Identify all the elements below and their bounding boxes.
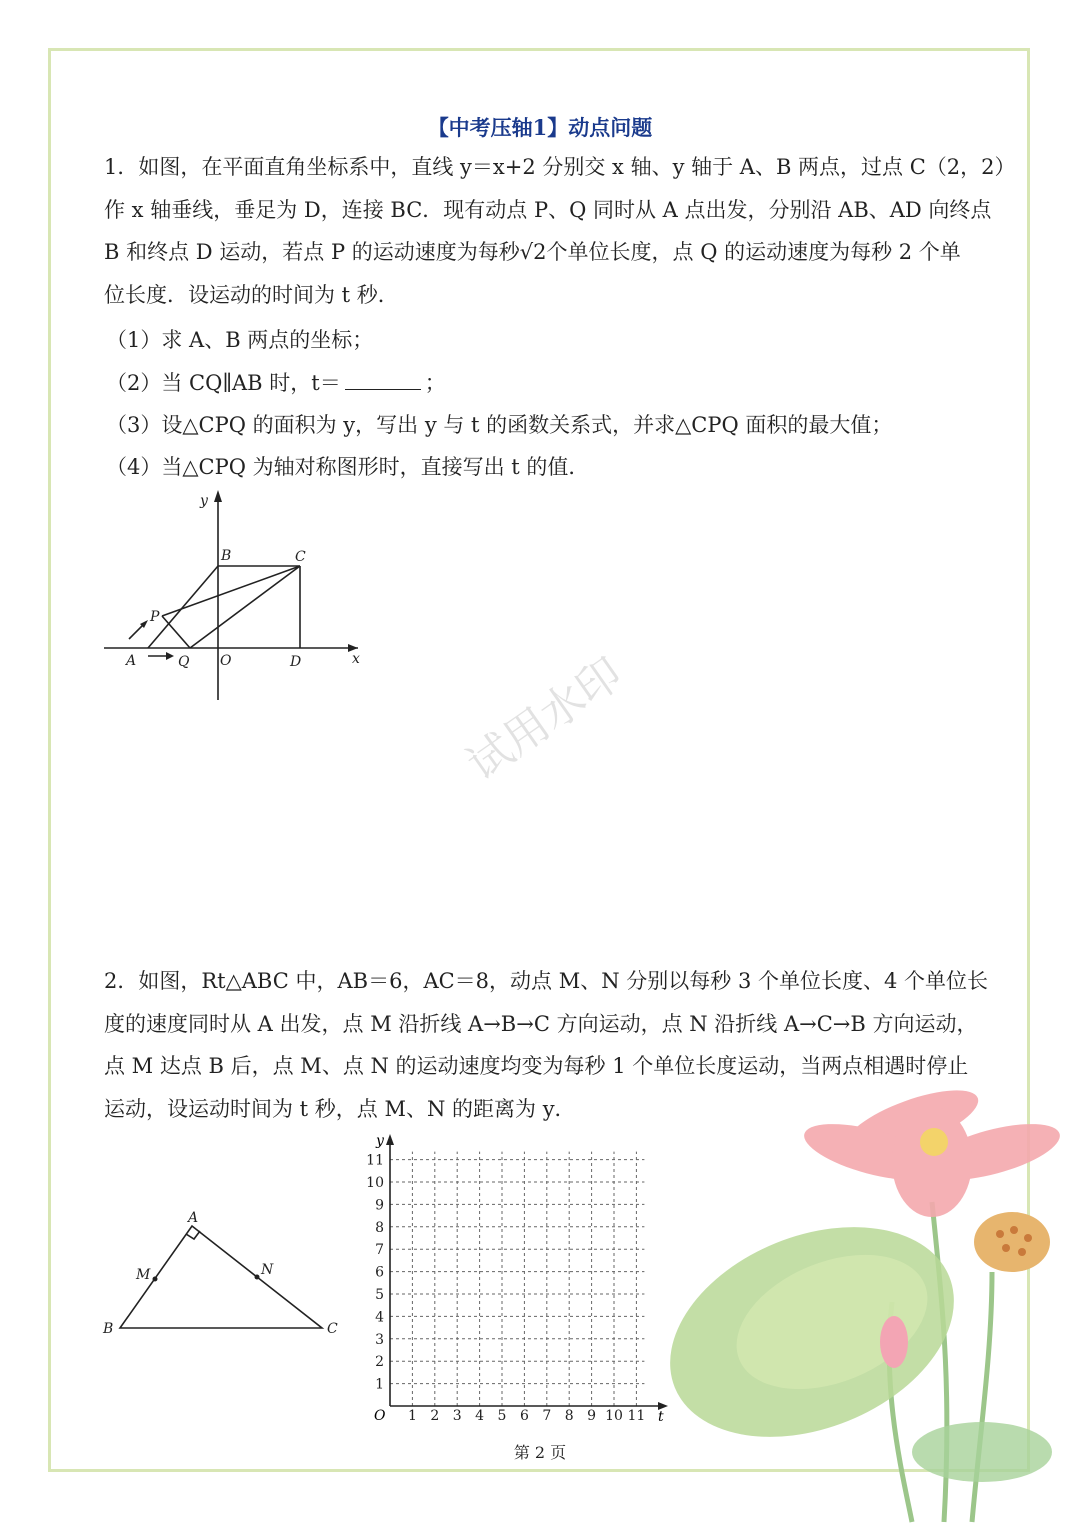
t-tick-label: 11	[627, 1408, 646, 1424]
y-tick-label: 8	[375, 1219, 384, 1236]
page-title: 【中考压轴1】动点问题	[427, 115, 653, 140]
question-2	[106, 367, 446, 397]
question-3: （3）设△CPQ 的面积为 y，写出 y 与 t 的函数关系式，并求△CPQ 面积的最大值；	[106, 413, 893, 437]
label-c: C	[295, 549, 306, 565]
seed	[1002, 1244, 1010, 1252]
y-tick-label: 7	[375, 1242, 384, 1259]
seed	[1024, 1234, 1032, 1242]
y-tick-label: 5	[375, 1287, 384, 1303]
label-n: N	[261, 1262, 274, 1278]
text-line: 位长度．设运动的时间为 t 秒．	[104, 282, 399, 307]
arrow-q-head	[166, 652, 174, 660]
coordinate-figure	[96, 486, 376, 708]
label-p: P	[150, 609, 160, 625]
text-line: 1．如图，在平面直角坐标系中，直线 y＝x+2 分别交 x 轴、y 轴于 A、B 两点，过点 C（2，2）	[104, 155, 1016, 179]
t-tick-label: 1	[407, 1408, 417, 1424]
label-b: B	[103, 1321, 114, 1337]
label-origin: O	[374, 1408, 386, 1424]
answer-blank[interactable]	[345, 373, 421, 390]
label-y: y	[200, 493, 208, 509]
label-c: C	[327, 1321, 338, 1337]
t-tick-label: 4	[475, 1408, 485, 1424]
lotus-seedpod	[974, 1212, 1050, 1272]
petal	[892, 1107, 972, 1217]
text-line: 点 M 达点 B 后，点 M、点 N 的运动速度均变为每秒 1 个单位长度运动，当两点相遇时停止	[104, 1054, 969, 1078]
y-axis-arrowhead	[214, 490, 222, 502]
t-tick-label: 5	[497, 1408, 507, 1424]
y-tick-label: 3	[375, 1331, 384, 1348]
label-m: M	[136, 1267, 151, 1283]
problem-1-text	[104, 146, 1016, 316]
y-tick-label: 6	[375, 1264, 384, 1281]
lotus-center	[920, 1128, 948, 1156]
question-2-suffix: ；	[424, 371, 446, 395]
triangle-figure	[96, 1206, 356, 1346]
seed	[1010, 1226, 1018, 1234]
y-tick-label: 4	[375, 1309, 384, 1326]
y-tick-label: 2	[375, 1354, 384, 1371]
text-line: 作 x 轴垂线，垂足为 D，连接 BC．现有动点 P、Q 同时从 A 点出发，分别沿 AB、AD 向终点	[104, 197, 992, 222]
label-y: y	[376, 1133, 384, 1149]
t-tick-label: 8	[564, 1408, 574, 1424]
grid-figure	[358, 1128, 676, 1428]
t-tick-label: 6	[519, 1408, 529, 1424]
segment-pc	[162, 566, 300, 616]
y-tick-label: 11	[366, 1152, 384, 1169]
label-x: x	[352, 651, 360, 667]
text-line: B 和终点 D 运动，若点 P 的运动速度为每秒√2个单位长度，点 Q 的运动速度为每秒 2 个单	[104, 240, 961, 264]
seed	[996, 1230, 1004, 1238]
seedpod-stem	[972, 1272, 992, 1522]
t-tick-label: 3	[452, 1408, 462, 1424]
text-line: 运动，设运动时间为 t 秒，点 M、N 的距离为 y．	[104, 1096, 576, 1121]
label-q: Q	[178, 654, 190, 670]
question-1: （1）求 A、B 两点的坐标；	[106, 328, 374, 352]
y-tick-label: 1	[375, 1376, 384, 1393]
question-4: （4）当△CPQ 为轴对称图形时，直接写出 t 的值．	[106, 455, 590, 479]
label-b: B	[221, 548, 232, 564]
label-a: A	[188, 1210, 199, 1226]
y-axis-arrowhead	[386, 1134, 394, 1145]
watermark: 试用水印	[458, 648, 632, 791]
question-2-text: （2）当 CQ∥AB 时，t＝	[106, 371, 341, 395]
label-o: O	[220, 653, 232, 669]
t-tick-label: 9	[587, 1408, 597, 1424]
y-tick-label: 10	[366, 1175, 384, 1191]
segment-pq	[162, 616, 190, 648]
seed	[1018, 1248, 1026, 1256]
t-tick-label: 7	[542, 1408, 552, 1424]
label-t: t	[658, 1409, 664, 1425]
point-m	[153, 1277, 158, 1282]
page-number: 第 2 页	[513, 1443, 567, 1462]
text-line: 度的速度同时从 A 出发，点 M 沿折线 A→B→C 方向运动，点 N 沿折线 A→C→B 方向运动，	[104, 1011, 978, 1036]
label-a: A	[126, 653, 137, 669]
point-n	[255, 1275, 260, 1280]
t-tick-label: 2	[430, 1408, 440, 1424]
lotus-bud	[880, 1316, 908, 1368]
label-d: D	[290, 654, 302, 670]
text-line: 2．如图，Rt△ABC 中，AB＝6，AC＝8，动点 M、N 分别以每秒 3 个单位长度、4 个单位长	[104, 969, 989, 993]
y-tick-label: 9	[375, 1197, 384, 1214]
t-tick-label: 10	[605, 1408, 623, 1424]
